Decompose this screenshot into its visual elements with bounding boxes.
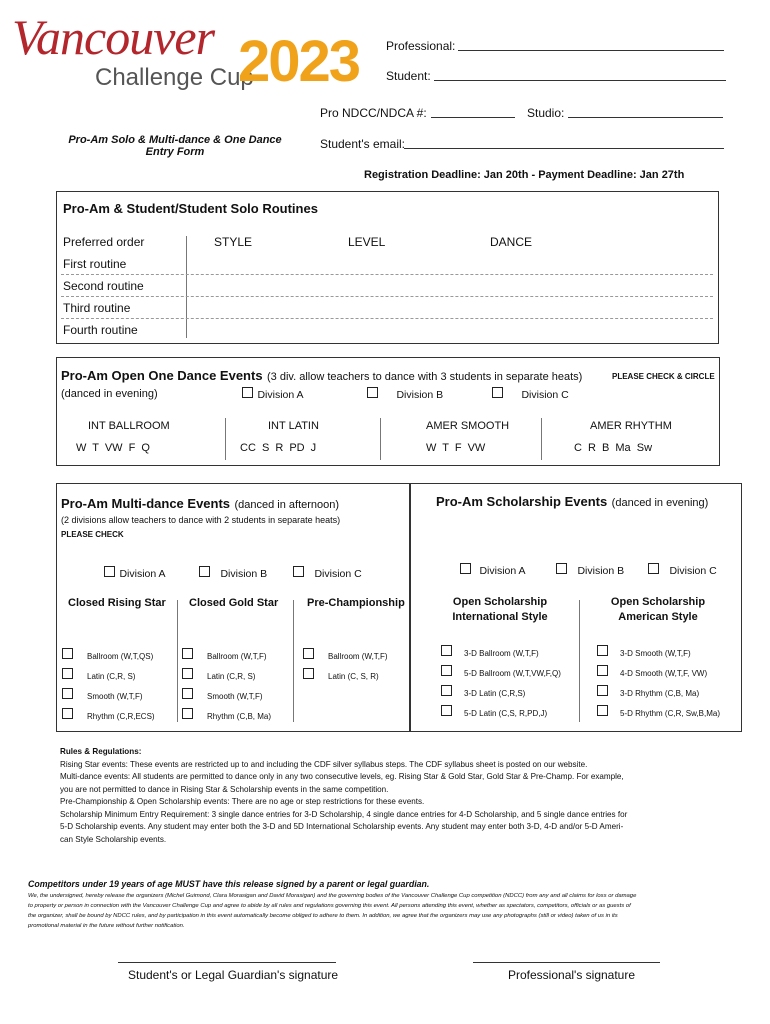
division-label: Division C — [669, 565, 717, 577]
division-label: Division C — [521, 389, 569, 401]
style-divider — [225, 418, 226, 460]
scholarship-item[interactable] — [441, 683, 525, 701]
one-dance-title: Pro-Am Open One Dance Events — [61, 368, 263, 383]
multi-item[interactable] — [182, 706, 271, 724]
multi-subtitle: (2 divisions allow teachers to dance with 2 students in separate heats) — [61, 515, 341, 525]
solo-column-divider — [186, 236, 187, 338]
dances-int-latin[interactable]: CC S R PD J — [240, 442, 317, 454]
multi-divider — [293, 600, 294, 722]
checkbox-icon[interactable] — [293, 566, 304, 577]
rules-line: Scholarship Minimum Entry Requirement: 3 single dance entries for 3-D Scholarship, 4 single dance entries for 4-D Scholarship, and 5 single dance entries for — [60, 809, 628, 819]
scholarship-col-international — [430, 595, 570, 625]
solo-row-label: Second routine — [63, 279, 144, 293]
division-label: Division A — [257, 389, 304, 401]
col-title-line: International Style — [452, 611, 548, 623]
multi-item[interactable] — [62, 686, 143, 704]
release-line: We, the undersigned, hereby release the organizers (Michel Guimond, Clara Morasigan and David Morasigan) and the governing bodies of the Vancouver Challenge Cup competition (NDCC) from any and all claims for loss or damage — [28, 893, 637, 899]
rules-line: Rising Star events: These events are restricted up to and including the CDF silver syllabus steps. The CDF syllabus sheet is posted on our website. — [60, 759, 588, 769]
rules-line: you are not permitted to dance in Rising Star & Scholarship events in the same competition. — [60, 784, 389, 794]
item-label: 3-D Ballroom (W,T,F) — [464, 649, 539, 658]
multi-col-rising-star: Closed Rising Star — [68, 597, 166, 609]
division-label: Division B — [396, 389, 444, 401]
scholarship-item[interactable] — [441, 703, 547, 721]
checkbox-icon[interactable] — [367, 387, 378, 398]
solo-header-level: LEVEL — [348, 235, 386, 249]
item-label: 3-D Latin (C,R,S) — [464, 689, 526, 698]
logo-subtitle: Challenge Cup — [95, 64, 254, 91]
solo-row-line[interactable] — [61, 274, 713, 275]
scholarship-item[interactable] — [597, 703, 720, 721]
item-label: Latin (C,R, S) — [87, 672, 136, 681]
checkbox-icon[interactable] — [182, 688, 193, 699]
scholarship-title: Pro-Am Scholarship Events — [436, 494, 608, 509]
professional-label: Professional: — [386, 39, 456, 53]
dances-amer-rhythm[interactable]: C R B Ma Sw — [574, 442, 653, 454]
scholarship-item[interactable] — [597, 663, 707, 681]
one-dance-subtitle: (3 div. allow teachers to dance with 3 students in separate heats) — [267, 371, 583, 383]
release-line: the organizer, shall be bound by NDCC rules, and by participation in this event automatically become obliged to adhere to them. In addition, we agree that the organizers may use any photographs (still or video) taken of us in its — [28, 913, 618, 919]
checkbox-icon[interactable] — [556, 563, 567, 574]
rules-line: Pre-Championship & Open Scholarship events: There are no age or step restrictions for these events. — [60, 797, 425, 806]
student-label: Student: — [386, 69, 431, 83]
style-int-latin: INT LATIN — [268, 420, 319, 432]
professional-signature-line[interactable] — [473, 962, 660, 963]
checkbox-icon[interactable] — [62, 668, 73, 679]
division-label: Division C — [314, 568, 362, 580]
checkbox-icon[interactable] — [182, 708, 193, 719]
release-line: promotional material in the future without further notification. — [28, 923, 185, 929]
item-label: 5-D Rhythm (C,R, Sw,B,Ma) — [620, 709, 721, 718]
release-line: to property or person in connection with the Vancouver Challenge Cup and agree to abide by all rules and regulations governing this event. All persons attending this event, whether as spectators, competitors, officials or as guests of — [28, 903, 631, 909]
solo-header-dance: DANCE — [490, 235, 533, 249]
logo-year: 2023 — [238, 29, 360, 94]
checkbox-icon[interactable] — [199, 566, 210, 577]
student-field[interactable] — [434, 80, 726, 81]
studio-field[interactable] — [568, 117, 723, 118]
email-label: Student's email: — [320, 137, 406, 151]
division-label: Division A — [479, 565, 526, 577]
deadline-text: Registration Deadline: Jan 20th - Payment Deadline: Jan 27th — [364, 169, 685, 181]
checkbox-icon[interactable] — [441, 645, 452, 656]
multi-item[interactable] — [62, 666, 135, 684]
item-label: Latin (C,R, S) — [207, 672, 256, 681]
item-label: 4-D Smooth (W,T,F, VW) — [620, 669, 708, 678]
division-label: Division B — [220, 568, 268, 580]
scholarship-division-a[interactable] — [460, 561, 526, 579]
multi-item[interactable] — [182, 666, 255, 684]
multi-division-a[interactable] — [104, 564, 166, 582]
checkbox-icon[interactable] — [62, 688, 73, 699]
item-label: 5-D Ballroom (W,T,VW,F,Q) — [464, 669, 561, 678]
one-dance-division-b[interactable] — [367, 385, 443, 403]
multi-item[interactable] — [62, 706, 155, 724]
checkbox-icon[interactable] — [104, 566, 115, 577]
division-label: Division B — [577, 565, 625, 577]
rules-line: Multi-dance events: All students are permitted to dance only in any two consecutive levels, eg. Rising Star & Gold Star, Gold Star & Pre-Champ. For example, — [60, 772, 624, 781]
one-dance-danced: (danced in evening) — [61, 388, 158, 400]
pro-ndcc-field[interactable] — [431, 117, 515, 118]
style-divider — [541, 418, 542, 460]
item-label: Rhythm (C,B, Ma) — [207, 712, 272, 721]
form-title-line2: Entry Form — [145, 146, 205, 158]
release-heading: Competitors under 19 years of age MUST have this release signed by a parent or legal guardian. — [28, 879, 430, 889]
scholarship-danced: (danced in evening) — [611, 497, 709, 509]
studio-label: Studio: — [527, 106, 565, 120]
scholarship-item[interactable] — [441, 643, 539, 661]
multi-divider — [177, 600, 178, 722]
professional-field[interactable] — [458, 50, 724, 51]
checkbox-icon[interactable] — [460, 563, 471, 574]
scholarship-item[interactable] — [597, 643, 691, 661]
solo-row-line[interactable] — [61, 296, 713, 297]
multi-division-c[interactable] — [293, 564, 362, 582]
rules-line: 5-D Scholarship events. Any student may enter both the 3-D and 5D International Scholarship events. Any student may enter both 3-D, 4-D and/or 5-D Ameri- — [60, 822, 624, 831]
item-label: 3-D Smooth (W,T,F) — [620, 649, 691, 658]
item-label: Smooth (W,T,F) — [207, 692, 263, 701]
item-label: Ballroom (W,T,QS) — [87, 652, 154, 661]
solo-header-order: Preferred order — [63, 235, 145, 249]
dances-int-ballroom[interactable]: W T VW F Q — [76, 442, 150, 454]
rules-line: can Style Scholarship events. — [60, 834, 167, 844]
checkbox-icon[interactable] — [597, 685, 608, 696]
solo-title: Pro-Am & Student/Student Solo Routines — [63, 201, 318, 216]
item-label: 5-D Latin (C,S, R,PD,J) — [464, 709, 548, 718]
one-dance-heading — [61, 367, 582, 385]
rules-section — [60, 746, 730, 846]
scholarship-item[interactable] — [441, 663, 561, 681]
rules-heading: Rules & Regulations: — [60, 747, 142, 756]
multi-col-pre-champ: Pre-Championship — [307, 597, 405, 609]
checkbox-icon[interactable] — [441, 705, 452, 716]
item-label: Latin (C, S, R) — [328, 672, 379, 681]
checkbox-icon[interactable] — [303, 648, 314, 659]
professional-signature-label: Professional's signature — [508, 968, 636, 982]
style-divider — [380, 418, 381, 460]
checkbox-icon[interactable] — [597, 645, 608, 656]
multi-division-b[interactable] — [199, 564, 267, 582]
scholarship-divider — [579, 600, 580, 722]
solo-row-label: First routine — [63, 257, 127, 271]
form-title-line1: Pro-Am Solo & Multi-dance & One Dance — [68, 134, 282, 146]
division-label: Division A — [119, 568, 166, 580]
logo-script: Vancouver — [12, 9, 215, 65]
scholarship-division-b[interactable] — [556, 561, 624, 579]
checkbox-icon[interactable] — [182, 668, 193, 679]
checkbox-icon[interactable] — [182, 648, 193, 659]
checkbox-icon[interactable] — [441, 665, 452, 676]
checkbox-icon[interactable] — [441, 685, 452, 696]
solo-row-label: Third routine — [63, 301, 131, 315]
solo-row-line[interactable] — [61, 318, 713, 319]
style-amer-rhythm: AMER RHYTHM — [590, 420, 672, 432]
form-title — [40, 134, 310, 158]
multi-item[interactable] — [303, 666, 379, 684]
multi-danced: (danced in afternoon) — [234, 499, 340, 511]
multi-item[interactable] — [303, 646, 388, 664]
one-dance-division-c[interactable] — [492, 385, 569, 403]
one-dance-division-a[interactable] — [242, 385, 304, 403]
item-label: Ballroom (W,T,F) — [328, 652, 388, 661]
multi-note: PLEASE CHECK — [61, 530, 124, 539]
multi-heading — [61, 495, 339, 513]
release-text — [28, 891, 742, 931]
item-label: Rhythm (C,R,ECS) — [87, 712, 155, 721]
dances-amer-smooth[interactable]: W T F VW — [426, 442, 486, 454]
scholarship-col-american — [588, 595, 728, 625]
checkbox-icon[interactable] — [597, 705, 608, 716]
student-signature-line[interactable] — [118, 962, 336, 963]
item-label: 3-D Rhythm (C,B, Ma) — [620, 689, 700, 698]
checkbox-icon[interactable] — [242, 387, 253, 398]
pro-ndcc-label: Pro NDCC/NDCA #: — [320, 106, 427, 120]
email-field[interactable] — [404, 148, 724, 149]
multi-item[interactable] — [62, 646, 153, 664]
checkbox-icon[interactable] — [62, 648, 73, 659]
multi-col-gold-star: Closed Gold Star — [189, 597, 279, 609]
col-title-line: Open Scholarship — [610, 596, 706, 608]
one-dance-note: PLEASE CHECK & CIRCLE — [612, 372, 715, 381]
col-title-line: American Style — [618, 611, 698, 623]
multi-title: Pro-Am Multi-dance Events — [61, 496, 231, 511]
scholarship-division-c[interactable] — [648, 561, 717, 579]
scholarship-item[interactable] — [597, 683, 699, 701]
multi-item[interactable] — [182, 646, 267, 664]
solo-row-label: Fourth routine — [63, 323, 138, 337]
style-int-ballroom: INT BALLROOM — [88, 420, 170, 432]
student-signature-label: Student's or Legal Guardian's signature — [128, 968, 339, 982]
checkbox-icon[interactable] — [648, 563, 659, 574]
style-amer-smooth: AMER SMOOTH — [426, 420, 510, 432]
item-label: Smooth (W,T,F) — [87, 692, 143, 701]
item-label: Ballroom (W,T,F) — [207, 652, 267, 661]
checkbox-icon[interactable] — [492, 387, 503, 398]
checkbox-icon[interactable] — [303, 668, 314, 679]
col-title-line: Open Scholarship — [452, 596, 548, 608]
solo-header-style: STYLE — [214, 235, 253, 249]
checkbox-icon[interactable] — [597, 665, 608, 676]
checkbox-icon[interactable] — [62, 708, 73, 719]
scholarship-heading — [436, 493, 708, 511]
multi-item[interactable] — [182, 686, 263, 704]
